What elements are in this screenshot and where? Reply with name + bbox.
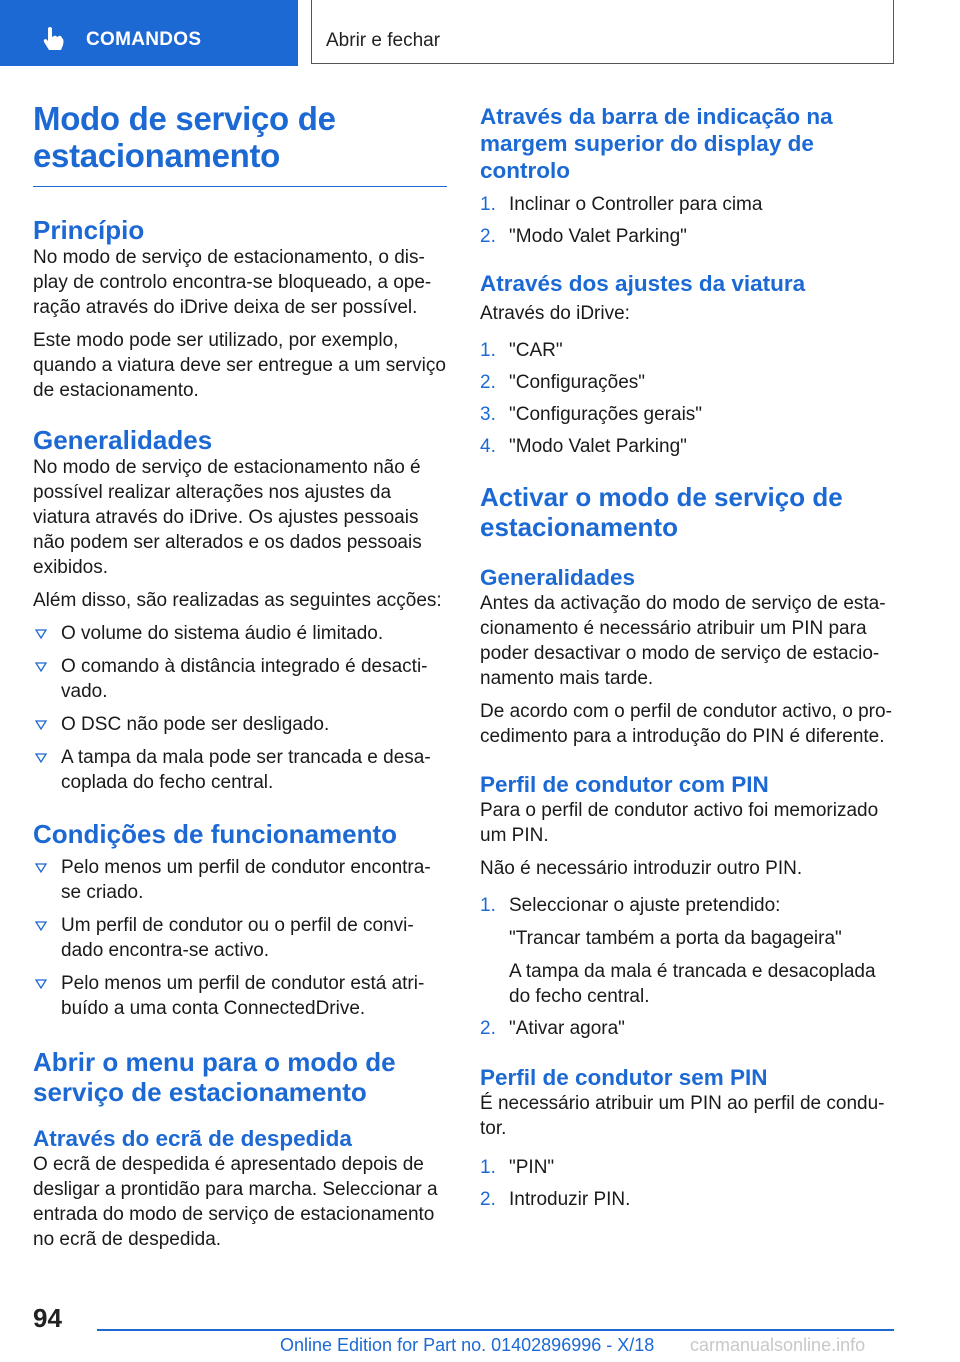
ajustes-steps xyxy=(480,338,898,459)
abrir-menu-p1: O ecrã de despedida é apresentado depois de desligar a prontidão para marcha. Seleccionar a entrada do modo de serviço de estacionamento no ecrã de despedida. xyxy=(33,1154,438,1250)
heading-sem-pin: Perfil de condutor sem PIN xyxy=(480,1065,768,1090)
list-item: 1. Seleccionar o ajuste pretendido: "Trancar também a porta da bagageira" A tampa da mala é trancada e desacoplada do fecho central. xyxy=(480,895,876,1007)
list-item: 1. "PIN" xyxy=(480,1157,555,1178)
section-label: COMANDOS xyxy=(86,29,202,50)
heading-abrir-menu: Abrir o menu para o modo de serviço de estacionamento xyxy=(33,1047,396,1107)
left-column xyxy=(33,100,447,1252)
heading-ecra-despedida: Através do ecrã de despedida xyxy=(33,1126,352,1151)
list-item: 3. "Configurações gerais" xyxy=(480,404,703,425)
triangle-bullet-icon xyxy=(35,720,47,730)
list-item: 2. Introduzir PIN. xyxy=(480,1189,631,1210)
section-tab xyxy=(0,0,298,66)
list-item: 2. "Ativar agora" xyxy=(480,1018,625,1039)
triangle-bullet-icon xyxy=(35,863,47,873)
footer-divider xyxy=(97,1329,894,1331)
list-item: 4. "Modo Valet Parking" xyxy=(480,436,687,457)
principio-p2: Este modo pode ser utilizado, por exemplo, quando a viatura deve ser entregue a um serviço de estacionamento. xyxy=(33,330,446,401)
page-number: 94 xyxy=(33,1303,62,1333)
hand-pointer-icon xyxy=(42,26,64,52)
generalidades-p1: No modo de serviço de estacionamento não é possível realizar alterações nos ajustes da viatura através do iDrive. Os ajustes pessoais não podem ser alterados e os dados pessoais exibidos. xyxy=(33,457,422,578)
list-item: 2. "Configurações" xyxy=(480,372,646,393)
page-title: Modo de serviço de estacionamento xyxy=(33,100,447,187)
triangle-bullet-icon xyxy=(35,629,47,639)
chapter-header xyxy=(311,0,894,64)
ajustes-intro: Através do iDrive: xyxy=(480,303,630,324)
list-item: Pelo menos um perfil de condutor está atribuído a uma conta ConnectedDrive. xyxy=(33,971,447,1021)
list-item: O comando à distância integrado é desactivado. xyxy=(33,654,447,704)
list-item: O DSC não pode ser desligado. xyxy=(33,712,447,737)
com-pin-p1: Para o perfil de condutor activo foi memorizado um PIN. xyxy=(480,800,879,846)
heading-principio: Princípio xyxy=(33,215,145,245)
activar-p1: Antes da activação do modo de serviço de estacionamento é necessário atribuir um PIN para poder desactivar o modo de serviço de estacionamento mais tarde. xyxy=(480,593,886,689)
edition-text: Online Edition for Part no. 01402896996 - X/18 xyxy=(280,1335,655,1355)
condicoes-bullets xyxy=(33,855,447,1021)
watermark: carmanualsonline.info xyxy=(690,1335,866,1355)
generalidades-bullets xyxy=(33,621,447,795)
right-column xyxy=(480,103,898,1219)
list-item: Pelo menos um perfil de condutor encontra-se criado. xyxy=(33,855,447,905)
heading-ajustes: Através dos ajustes da viatura xyxy=(480,271,806,296)
chapter-label: Abrir e fechar xyxy=(326,30,441,51)
heading-generalidades-2: Generalidades xyxy=(480,565,636,590)
com-pin-p2: Não é necessário introduzir outro PIN. xyxy=(480,858,803,879)
list-item: 2. "Modo Valet Parking" xyxy=(480,226,687,247)
barra-steps xyxy=(480,192,898,249)
principio-p1: No modo de serviço de estacionamento, o display de controlo encontra-se bloqueado, a operação através do iDrive deixa de ser possível. xyxy=(33,247,432,318)
triangle-bullet-icon xyxy=(35,662,47,672)
triangle-bullet-icon xyxy=(35,979,47,989)
heading-condicoes: Condições de funcionamento xyxy=(33,819,398,849)
sem-pin-steps xyxy=(480,1155,898,1212)
heading-generalidades: Generalidades xyxy=(33,425,213,455)
heading-activar: Activar o modo de serviço de estacionamento xyxy=(480,482,843,542)
list-item: A tampa da mala pode ser trancada e desacoplada do fecho central. xyxy=(33,745,447,795)
sem-pin-p1: É necessário atribuir um PIN ao perfil de condutor. xyxy=(480,1093,885,1139)
heading-com-pin: Perfil de condutor com PIN xyxy=(480,772,769,797)
generalidades-p2: Além disso, são realizadas as seguintes acções: xyxy=(33,590,442,611)
activar-p2: De acordo com o perfil de condutor activo, o procedimento para a introdução do PIN é diferente. xyxy=(480,701,892,747)
list-item: 1. "CAR" xyxy=(480,340,563,361)
triangle-bullet-icon xyxy=(35,753,47,763)
heading-barra: Através da barra de indicação na margem superior do display de controlo xyxy=(480,104,833,183)
list-item: Um perfil de condutor ou o perfil de convidado encontra-se activo. xyxy=(33,913,447,963)
list-item: 1. Inclinar o Controller para cima xyxy=(480,194,763,215)
triangle-bullet-icon xyxy=(35,921,47,931)
list-item: O volume do sistema áudio é limitado. xyxy=(33,621,447,646)
com-pin-steps xyxy=(480,893,898,1041)
